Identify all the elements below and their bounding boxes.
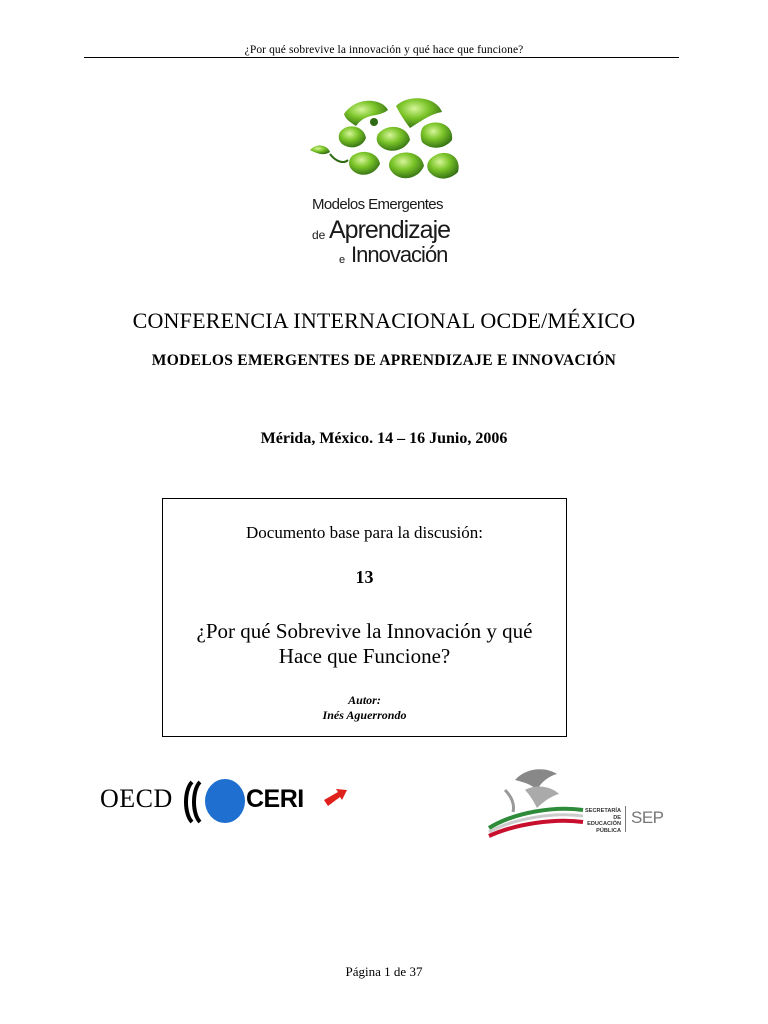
ceri-wordmark: CERI [246,785,304,813]
logo-line3-prefix: e [339,254,346,266]
header-rule [84,57,679,58]
eagle-seal-icon [485,760,585,840]
sep-name-line1: SECRETARÍA DE [585,808,621,821]
document-number: 13 [355,567,374,587]
oecd-wordmark: OECD [100,784,173,813]
document-title-line1: ¿Por qué Sobrevive la Innovación y qué [196,619,533,643]
sep-abbreviation: SEP [631,808,664,827]
oecd-ceri-logo [100,776,350,826]
document-label: Documento base para la discusión: [246,523,483,542]
logo-line3: Innovación [351,242,448,267]
logo-line1: Modelos Emergentes [312,196,443,213]
oecd-globe-icon [204,778,246,824]
conference-subtitle: MODELOS EMERGENTES DE APRENDIZAJE E INNOVACIÓN [151,352,617,369]
conference-logo [296,92,486,278]
logo-line2-prefix: de [312,228,326,242]
document-title [163,619,566,669]
page-number: Página 1 de 37 [345,964,423,979]
sep-name-line3: PÚBLICA [596,827,621,834]
sep-name [577,808,621,834]
document-title-line2: Hace que Funcione? [278,644,451,668]
place-date: Mérida, México. 14 – 16 Junio, 2006 [260,430,508,447]
document-box [162,498,567,737]
sep-logo [485,760,675,845]
green-leaf-cluster-icon [304,92,474,192]
oecd-arcs-icon [180,780,202,824]
sep-name-line2: EDUCACIÓN [587,821,621,827]
author-name: Inés Aguerrondo [322,708,407,722]
red-arrow-icon [322,788,348,810]
sep-divider [625,806,626,832]
running-header: ¿Por qué sobrevive la innovación y qué hace que funcione? [244,44,524,56]
conference-title: CONFERENCIA INTERNACIONAL OCDE/MÉXICO [132,308,636,333]
logo-line2: Aprendizaje [329,216,451,244]
author-label: Autor: [348,693,381,707]
